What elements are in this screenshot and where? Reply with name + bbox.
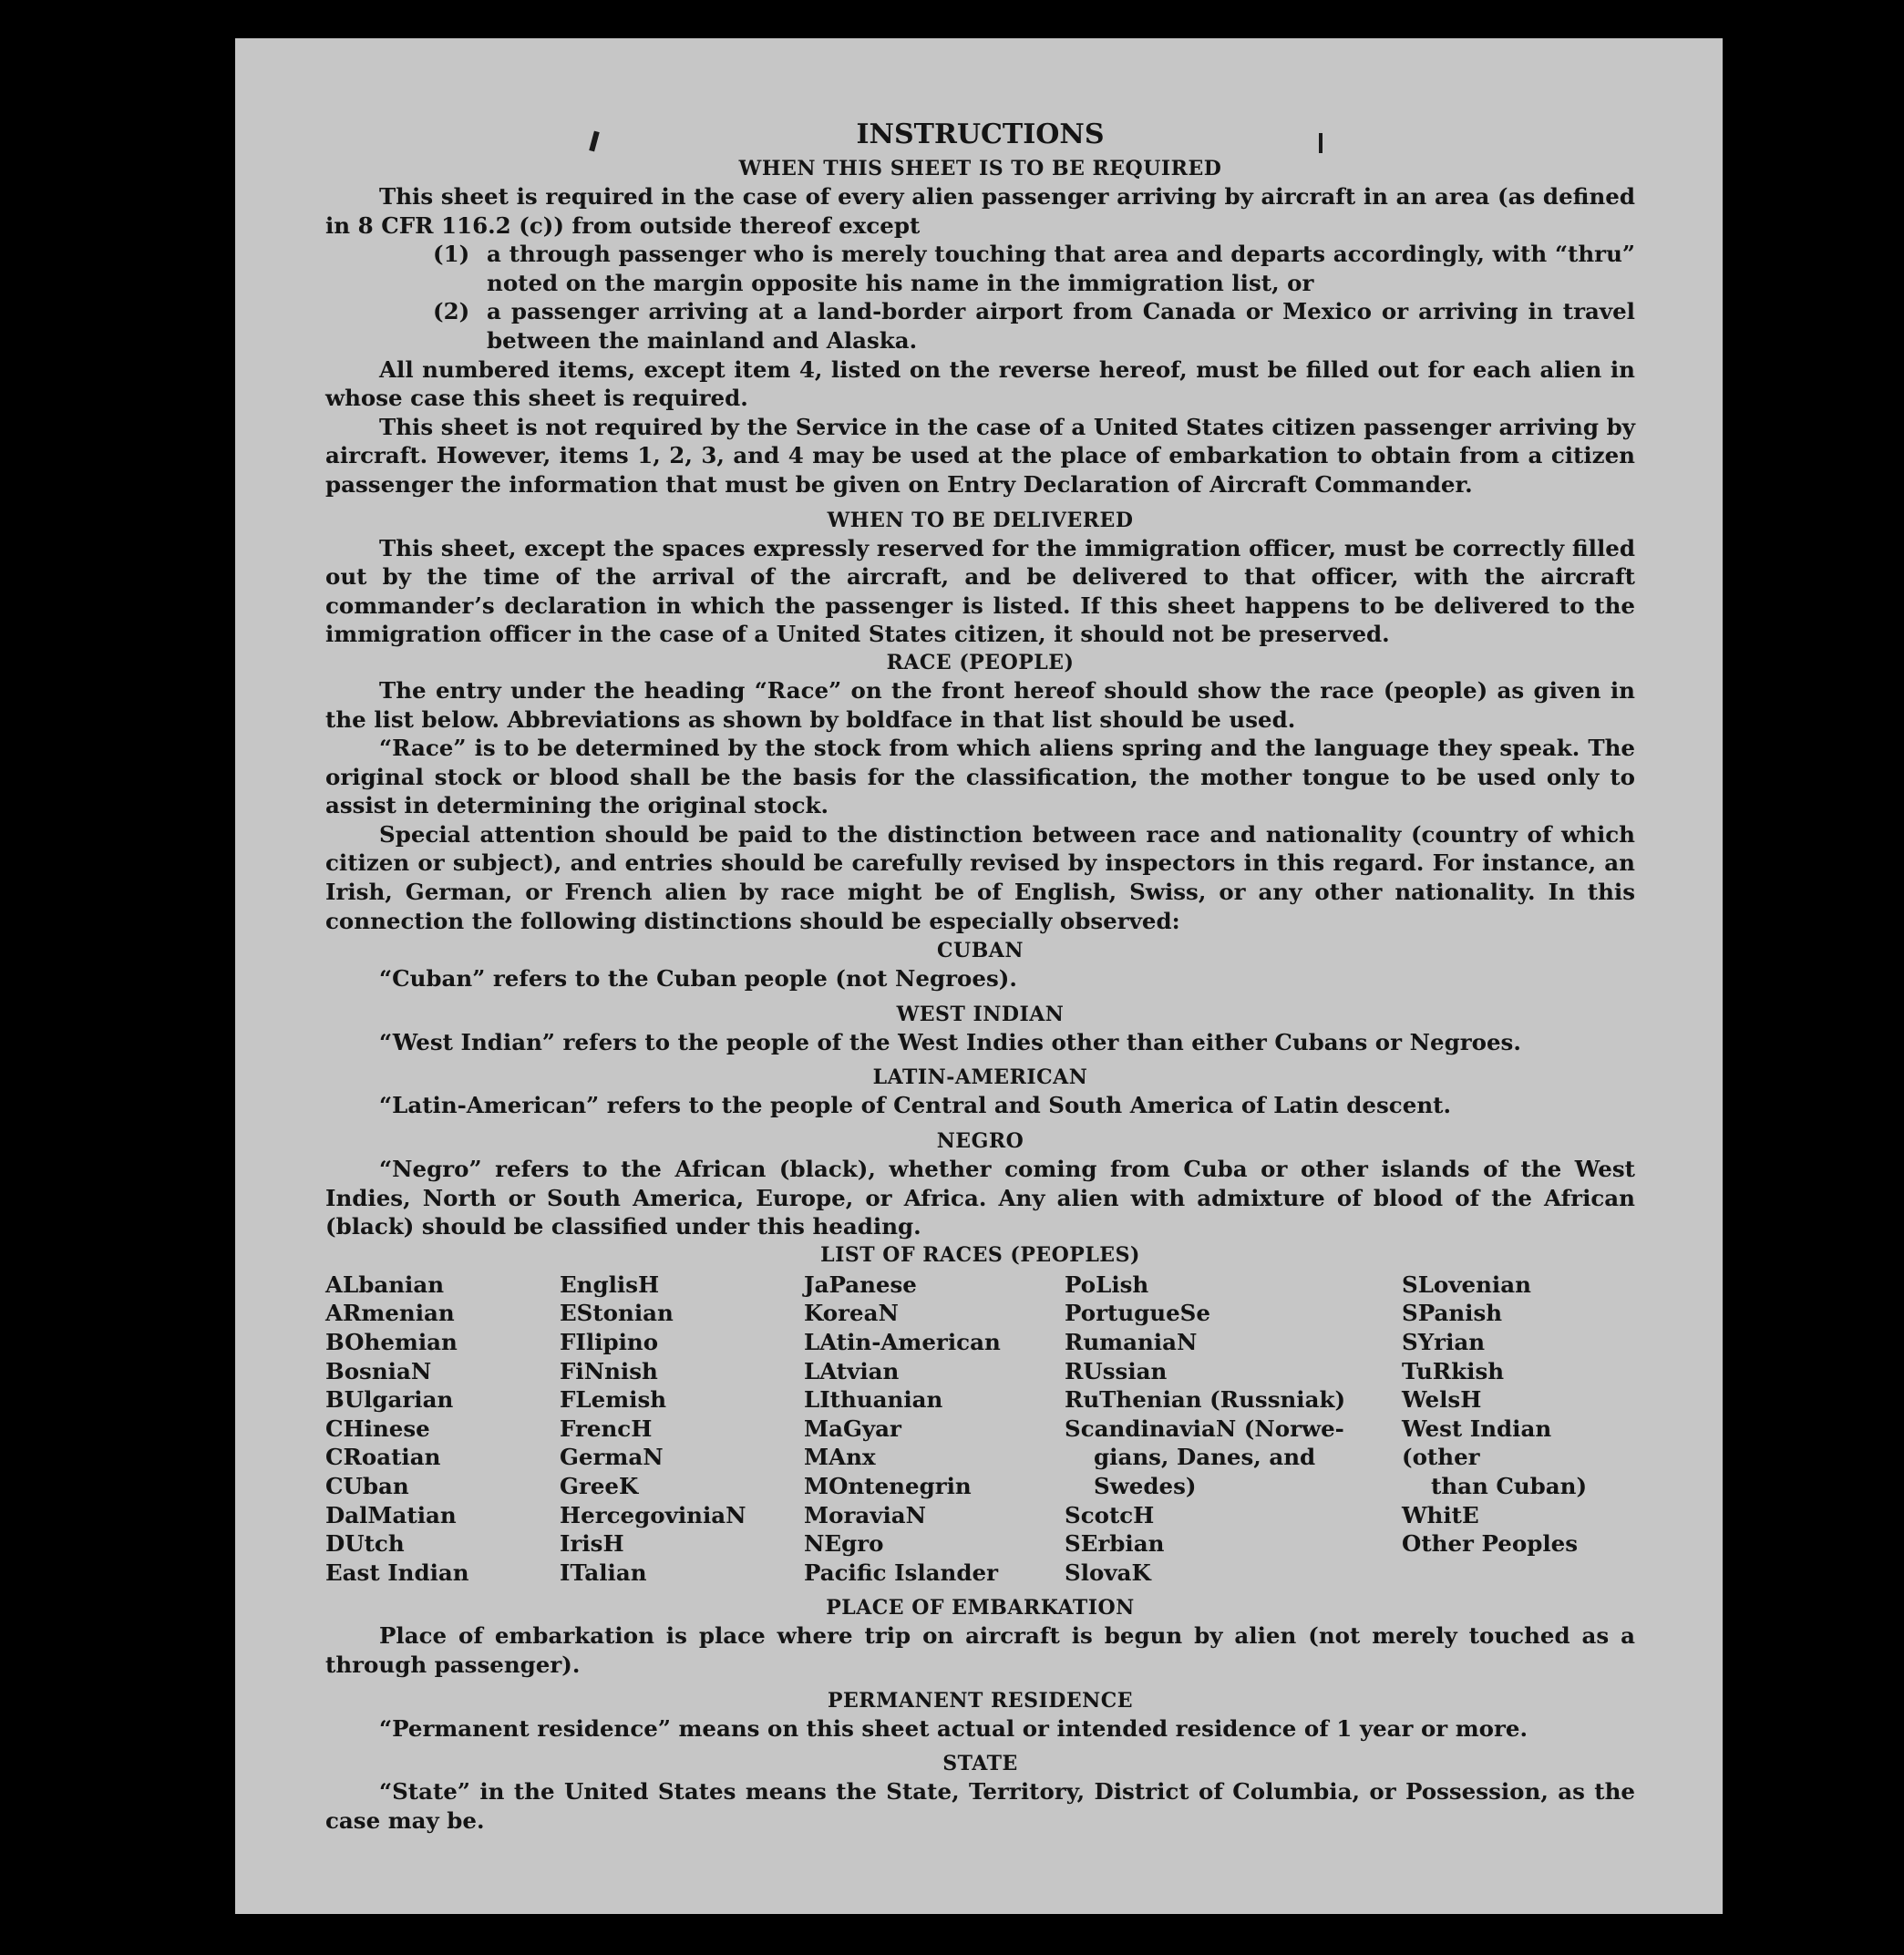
list-item: WhitE bbox=[1402, 1501, 1479, 1528]
heading-latin-american: LATIN-AMERICAN bbox=[872, 1065, 1088, 1090]
list-item: BosniaN bbox=[325, 1357, 432, 1384]
list-item: WelsH bbox=[1402, 1386, 1482, 1414]
paragraph: Special attention should be paid to the distinction between race and nationality (country of which citizen or subject), and entries should be carefully revised by inspectors in this regard. For instance, an Irish, German, or French alien by race might be of English, Swiss, or any other nationality. In this connection the following distinctions should be especially observed: bbox=[325, 820, 1635, 934]
paragraph: “Cuban” refers to the Cuban people (not Negroes). bbox=[379, 965, 1017, 993]
list-item: ALbanian bbox=[325, 1271, 445, 1298]
heading-when-delivered: WHEN TO BE DELIVERED bbox=[827, 508, 1134, 532]
paragraph: “West Indian” refers to the people of the West Indies other than either Cubans or Negroes. bbox=[379, 1028, 1521, 1055]
item-number: (1) bbox=[433, 241, 470, 268]
list-item: GreeK bbox=[560, 1472, 639, 1499]
paragraph: This sheet is required in the case of every alien passenger arriving by aircraft in an area (as defined in 8 CFR 116.2 (c)) from outside thereof except bbox=[325, 183, 1635, 239]
list-item: SLovenian bbox=[1402, 1271, 1531, 1298]
list-item bbox=[325, 240, 1635, 297]
paragraph: The entry under the heading “Race” on the front hereof should show the race (people) as given in the list below. Abbreviations as shown by boldface in that list should be used. bbox=[325, 676, 1635, 733]
list-item: SErbian bbox=[1065, 1530, 1165, 1558]
paragraph: “Permanent residence” means on this sheet actual or intended residence of 1 year or more. bbox=[379, 1714, 1528, 1742]
paragraph: “Race” is to be determined by the stock from which aliens spring and the language they speak. The original stock or blood shall be the basis for the classification, the mother tongue to be used only to assist in determining the original stock. bbox=[325, 735, 1635, 819]
list-item: LIthuanian bbox=[804, 1386, 943, 1414]
list-item: ScandinaviaN (Norwe- bbox=[1065, 1415, 1344, 1442]
list-item: Other Peoples bbox=[1402, 1530, 1579, 1558]
list-item bbox=[325, 297, 1635, 355]
document-page bbox=[235, 38, 1723, 1914]
list-item: MAnx bbox=[804, 1444, 876, 1471]
list-item: DUtch bbox=[325, 1530, 405, 1558]
heading-when-required: WHEN THIS SHEET IS TO BE REQUIRED bbox=[738, 157, 1222, 180]
list-item: RumaniaN bbox=[1065, 1329, 1198, 1355]
paragraph: This sheet is not required by the Service in the case of a United States citizen passenger arriving by aircraft. However, items 1, 2, 3, and 4 may be used at the place of embarkation to obtain from a citizen passenger the information that must be given on Entry Declaration of Aircraft Commander. bbox=[325, 413, 1635, 498]
list-item: MOntenegrin bbox=[804, 1472, 972, 1499]
paragraph: Place of embarkation is place where trip on aircraft is begun by alien (not merely touched as a through passenger). bbox=[325, 1622, 1635, 1678]
list-item: ScotcH bbox=[1065, 1501, 1155, 1528]
paragraph: All numbered items, except item 4, listed on the reverse hereof, must be filled out for each alien in whose case this sheet is required. bbox=[325, 355, 1635, 412]
list-item: Pacific Islander bbox=[804, 1559, 998, 1586]
list-item: HercegoviniaN bbox=[560, 1501, 746, 1528]
list-item: ITalian bbox=[560, 1559, 647, 1586]
list-item: EStonian bbox=[560, 1300, 674, 1327]
page-title: INSTRUCTIONS bbox=[856, 118, 1105, 150]
paragraph: “State” in the United States means the State, Territory, District of Columbia, or Possession, as the case may be. bbox=[325, 1778, 1635, 1834]
list-item: SYrian bbox=[1402, 1329, 1486, 1355]
list-item: FiNnish bbox=[560, 1357, 658, 1384]
heading-west-indian: WEST INDIAN bbox=[896, 1002, 1065, 1026]
races-column-1 bbox=[325, 1271, 560, 1588]
list-item: MaGyar bbox=[804, 1415, 901, 1442]
list-item: CRoatian bbox=[325, 1444, 441, 1471]
heading-place-of-embarkation: PLACE OF EMBARKATION bbox=[826, 1596, 1135, 1621]
list-item: PoLish bbox=[1065, 1271, 1149, 1298]
list-item: JaPanese bbox=[804, 1271, 917, 1298]
list-item: BOhemian bbox=[325, 1329, 458, 1355]
list-item: SPanish bbox=[1402, 1300, 1503, 1327]
heading-permanent-residence: PERMANENT RESIDENCE bbox=[828, 1688, 1133, 1713]
list-item: TuRkish bbox=[1402, 1357, 1505, 1384]
list-item: SlovaK bbox=[1065, 1559, 1151, 1586]
heading-cuban: CUBAN bbox=[937, 939, 1024, 963]
list-item: KoreaN bbox=[804, 1300, 899, 1327]
list-item: East Indian bbox=[325, 1559, 469, 1586]
list-item: FLemish bbox=[560, 1386, 667, 1414]
list-item-continued: than Cuban) bbox=[1431, 1472, 1588, 1499]
list-item: EnglisH bbox=[560, 1271, 660, 1298]
list-item: FIlipino bbox=[560, 1329, 659, 1355]
races-column-3 bbox=[804, 1271, 1065, 1588]
item-text: a passenger arriving at a land-border airport from Canada or Mexico or arriving in travel between the mainland and Alaska. bbox=[487, 298, 1635, 354]
list-item-continued: Swedes) bbox=[1094, 1472, 1197, 1499]
list-item: MoraviaN bbox=[804, 1501, 927, 1528]
races-column-4 bbox=[1065, 1271, 1402, 1588]
heading-list-of-races: LIST OF RACES (PEOPLES) bbox=[820, 1242, 1140, 1267]
list-item: RUssian bbox=[1065, 1357, 1168, 1384]
list-item-continued: gians, Danes, and bbox=[1094, 1444, 1316, 1471]
instructions-content bbox=[325, 117, 1635, 1835]
list-item: LAtvian bbox=[804, 1357, 900, 1384]
item-text: a through passenger who is merely touching that area and departs accordingly, with “thru” noted on the margin opposite his name in the immigration list, or bbox=[487, 241, 1635, 296]
item-number: (2) bbox=[433, 298, 470, 325]
paragraph: “Negro” refers to the African (black), whether coming from Cuba or other islands of the West Indies, North or South America, Europe, or Africa. Any alien with admixture of blood of the African (black) should be classified under this heading. bbox=[325, 1156, 1635, 1240]
list-item: FrencH bbox=[560, 1415, 653, 1442]
heading-negro: NEGRO bbox=[936, 1129, 1024, 1154]
list-item: LAtin-American bbox=[804, 1329, 1001, 1355]
races-list bbox=[325, 1271, 1635, 1588]
heading-race: RACE (PEOPLE) bbox=[886, 650, 1075, 674]
list-item: GermaN bbox=[560, 1444, 664, 1471]
races-column-5 bbox=[1402, 1271, 1635, 1588]
list-item: BUlgarian bbox=[325, 1386, 454, 1414]
list-item: IrisH bbox=[560, 1530, 624, 1558]
heading-state: STATE bbox=[942, 1752, 1018, 1776]
list-item: NEgro bbox=[804, 1530, 884, 1558]
paragraph: “Latin-American” refers to the people of Central and South America of Latin descent. bbox=[379, 1092, 1451, 1119]
list-item: DalMatian bbox=[325, 1501, 457, 1528]
list-item: PortugueSe bbox=[1065, 1300, 1210, 1327]
list-item: RuThenian (Russniak) bbox=[1065, 1386, 1346, 1414]
list-item: CUban bbox=[325, 1472, 409, 1499]
paragraph: This sheet, except the spaces expressly reserved for the immigration officer, must be correctly filled out by the time of the arrival of the aircraft, and be delivered to that officer, with the aircraft commander’s declaration in which the passenger is listed. If this sheet happens to be delivered to the immigration officer in the case of a United States citizen, it should not be preserved. bbox=[325, 534, 1635, 648]
list-item: ARmenian bbox=[325, 1300, 455, 1327]
list-item: CHinese bbox=[325, 1415, 430, 1442]
list-item: West Indian (other bbox=[1402, 1415, 1552, 1471]
races-column-2 bbox=[560, 1271, 804, 1588]
